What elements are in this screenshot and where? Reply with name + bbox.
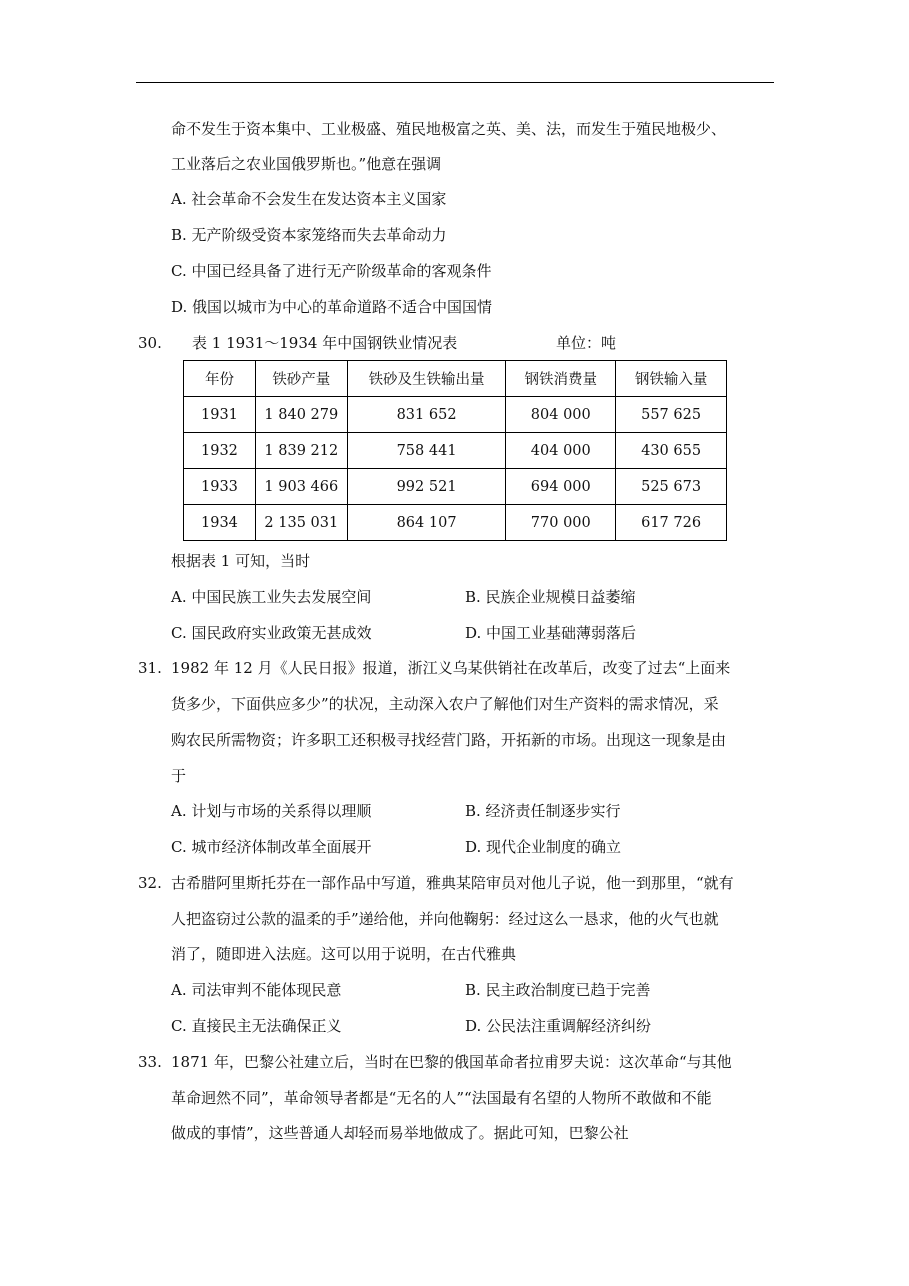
table-header-cell: 年份 [184, 361, 256, 397]
table-cell: 864 107 [347, 505, 506, 541]
table-header-cell: 钢铁输入量 [616, 361, 727, 397]
q30-option-b[interactable]: B. 民族企业规模日益萎缩 [465, 588, 636, 606]
q31-stem-line-2: 货多少，下面供应多少”的状况，主动深入农户了解他们对生产资料的需求情况，采 [171, 695, 719, 713]
table-cell: 1933 [184, 469, 256, 505]
q30-option-d[interactable]: D. 中国工业基础薄弱落后 [465, 624, 637, 642]
table-cell: 430 655 [616, 433, 727, 469]
table-header-cell: 铁砂及生铁输出量 [347, 361, 506, 397]
table-cell: 404 000 [506, 433, 616, 469]
q30-table-title: 表 1 1931～1934 年中国钢铁业情况表 [192, 334, 458, 352]
q31-option-d[interactable]: D. 现代企业制度的确立 [465, 838, 622, 856]
table-cell: 992 521 [347, 469, 506, 505]
table-row [184, 505, 727, 541]
table-cell: 770 000 [506, 505, 616, 541]
q31-option-a[interactable]: A. 计划与市场的关系得以理顺 [171, 802, 372, 820]
table-cell: 617 726 [616, 505, 727, 541]
table-header-cell: 铁砂产量 [255, 361, 347, 397]
q32-stem-line-1: 古希腊阿里斯托芬在一部作品中写道，雅典某陪审员对他儿子说，他一到那里，“就有 [171, 874, 734, 892]
q30-number: 30. [138, 334, 162, 352]
q31-stem-line-4: 于 [171, 767, 187, 785]
table-row [184, 433, 727, 469]
table-header-cell: 钢铁消费量 [506, 361, 616, 397]
q29-option-c[interactable]: C. 中国已经具备了进行无产阶级革命的客观条件 [171, 262, 492, 280]
q33-stem-line-2: 革命迥然不同”，革命领导者都是“无名的人”“法国最有名望的人物所不敢做和不能 [171, 1089, 712, 1107]
table-cell: 557 625 [616, 397, 727, 433]
q32-option-b[interactable]: B. 民主政治制度已趋于完善 [465, 981, 651, 999]
q33-number: 33. [138, 1053, 162, 1071]
q30-table-unit: 单位：吨 [556, 334, 617, 352]
q31-option-c[interactable]: C. 城市经济体制改革全面展开 [171, 838, 372, 856]
table-header-row [184, 361, 727, 397]
q32-number: 32. [138, 874, 162, 892]
table-cell: 1934 [184, 505, 256, 541]
q29-option-a[interactable]: A. 社会革命不会发生在发达资本主义国家 [171, 190, 447, 208]
q29-option-d[interactable]: D. 俄国以城市为中心的革命道路不适合中国国情 [171, 298, 493, 316]
q31-option-b[interactable]: B. 经济责任制逐步实行 [465, 802, 621, 820]
q32-stem-line-2: 人把盗窃过公款的温柔的手”递给他，并向他鞠躬：经过这么一恳求，他的火气也就 [171, 910, 719, 928]
table-row [184, 397, 727, 433]
table-cell: 694 000 [506, 469, 616, 505]
steel-industry-table [183, 360, 727, 541]
table-cell: 1 840 279 [255, 397, 347, 433]
table-cell: 1 839 212 [255, 433, 347, 469]
q30-option-a[interactable]: A. 中国民族工业失去发展空间 [171, 588, 372, 606]
table-cell: 1932 [184, 433, 256, 469]
q31-number: 31. [138, 659, 162, 677]
q33-stem-line-1: 1871 年，巴黎公社建立后，当时在巴黎的俄国革命者拉甫罗夫说：这次革命“与其他 [171, 1053, 732, 1071]
table-cell: 1931 [184, 397, 256, 433]
header-rule [136, 82, 774, 83]
q29-stem-line-1: 命不发生于资本集中、工业极盛、殖民地极富之英、美、法，而发生于殖民地极少、 [171, 120, 727, 138]
table-cell: 804 000 [506, 397, 616, 433]
q32-option-d[interactable]: D. 公民法注重调解经济纠纷 [465, 1017, 652, 1035]
q31-stem-line-3: 购农民所需物资；许多职工还积极寻找经营门路，开拓新的市场。出现这一现象是由 [171, 731, 727, 749]
table-cell: 525 673 [616, 469, 727, 505]
q30-option-c[interactable]: C. 国民政府实业政策无甚成效 [171, 624, 372, 642]
table-cell: 758 441 [347, 433, 506, 469]
q29-stem-line-2: 工业落后之农业国俄罗斯也。”他意在强调 [171, 155, 442, 173]
table-cell: 831 652 [347, 397, 506, 433]
q31-stem-line-1: 1982 年 12 月《人民日报》报道，浙江义乌某供销社在改革后，改变了过去“上面来 [171, 659, 731, 677]
q33-stem-line-3: 做成的事情”，这些普通人却轻而易举地做成了。据此可知，巴黎公社 [171, 1124, 629, 1142]
q32-option-a[interactable]: A. 司法审判不能体现民意 [171, 981, 342, 999]
q30-stem: 根据表 1 可知，当时 [171, 552, 311, 570]
table-cell: 1 903 466 [255, 469, 347, 505]
table-row [184, 469, 727, 505]
q32-option-c[interactable]: C. 直接民主无法确保正义 [171, 1017, 342, 1035]
table-cell: 2 135 031 [255, 505, 347, 541]
q29-option-b[interactable]: B. 无产阶级受资本家笼络而失去革命动力 [171, 226, 447, 244]
q32-stem-line-3: 消了，随即进入法庭。这可以用于说明，在古代雅典 [171, 945, 517, 963]
